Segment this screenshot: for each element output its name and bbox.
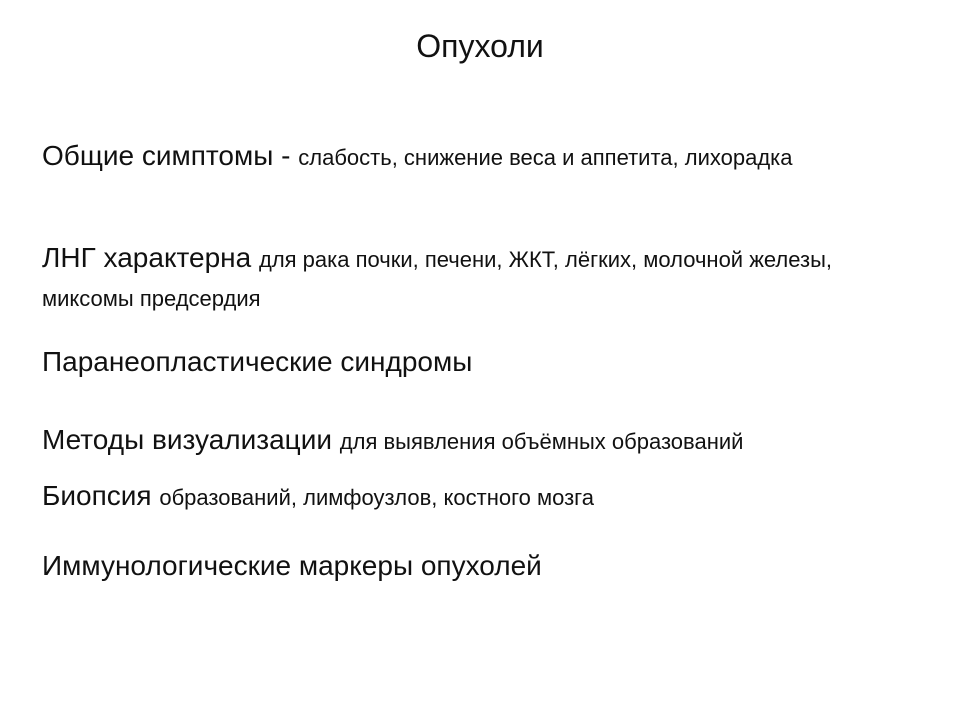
item-lead: ЛНГ характерна xyxy=(42,242,259,273)
item-lead: Общие симптомы - xyxy=(42,140,299,171)
item-detail: для рака почки, печени, ЖКТ, лёгких, молочной железы, миксомы предсердия xyxy=(42,247,833,311)
list-item-imaging xyxy=(42,420,902,465)
item-lead: Иммунологические маркеры опухолей xyxy=(42,550,542,581)
item-detail: образований, лимфоузлов, костного мозга xyxy=(159,485,594,510)
item-detail: слабость, снижение веса и аппетита, лихорадка xyxy=(298,145,793,170)
item-lead: Методы визуализации xyxy=(42,424,340,455)
item-lead: Паранеопластические синдромы xyxy=(42,346,473,377)
list-item-biopsy xyxy=(42,476,902,521)
slide-title: Опухоли xyxy=(416,28,544,64)
item-detail: для выявления объёмных образований xyxy=(339,429,744,454)
list-item-tumor-markers xyxy=(42,546,902,591)
list-item-fever-unknown-origin xyxy=(42,240,902,320)
list-item-general-symptoms xyxy=(42,138,902,179)
item-lead: Биопсия xyxy=(42,480,160,511)
list-item-paraneoplastic xyxy=(42,342,902,387)
